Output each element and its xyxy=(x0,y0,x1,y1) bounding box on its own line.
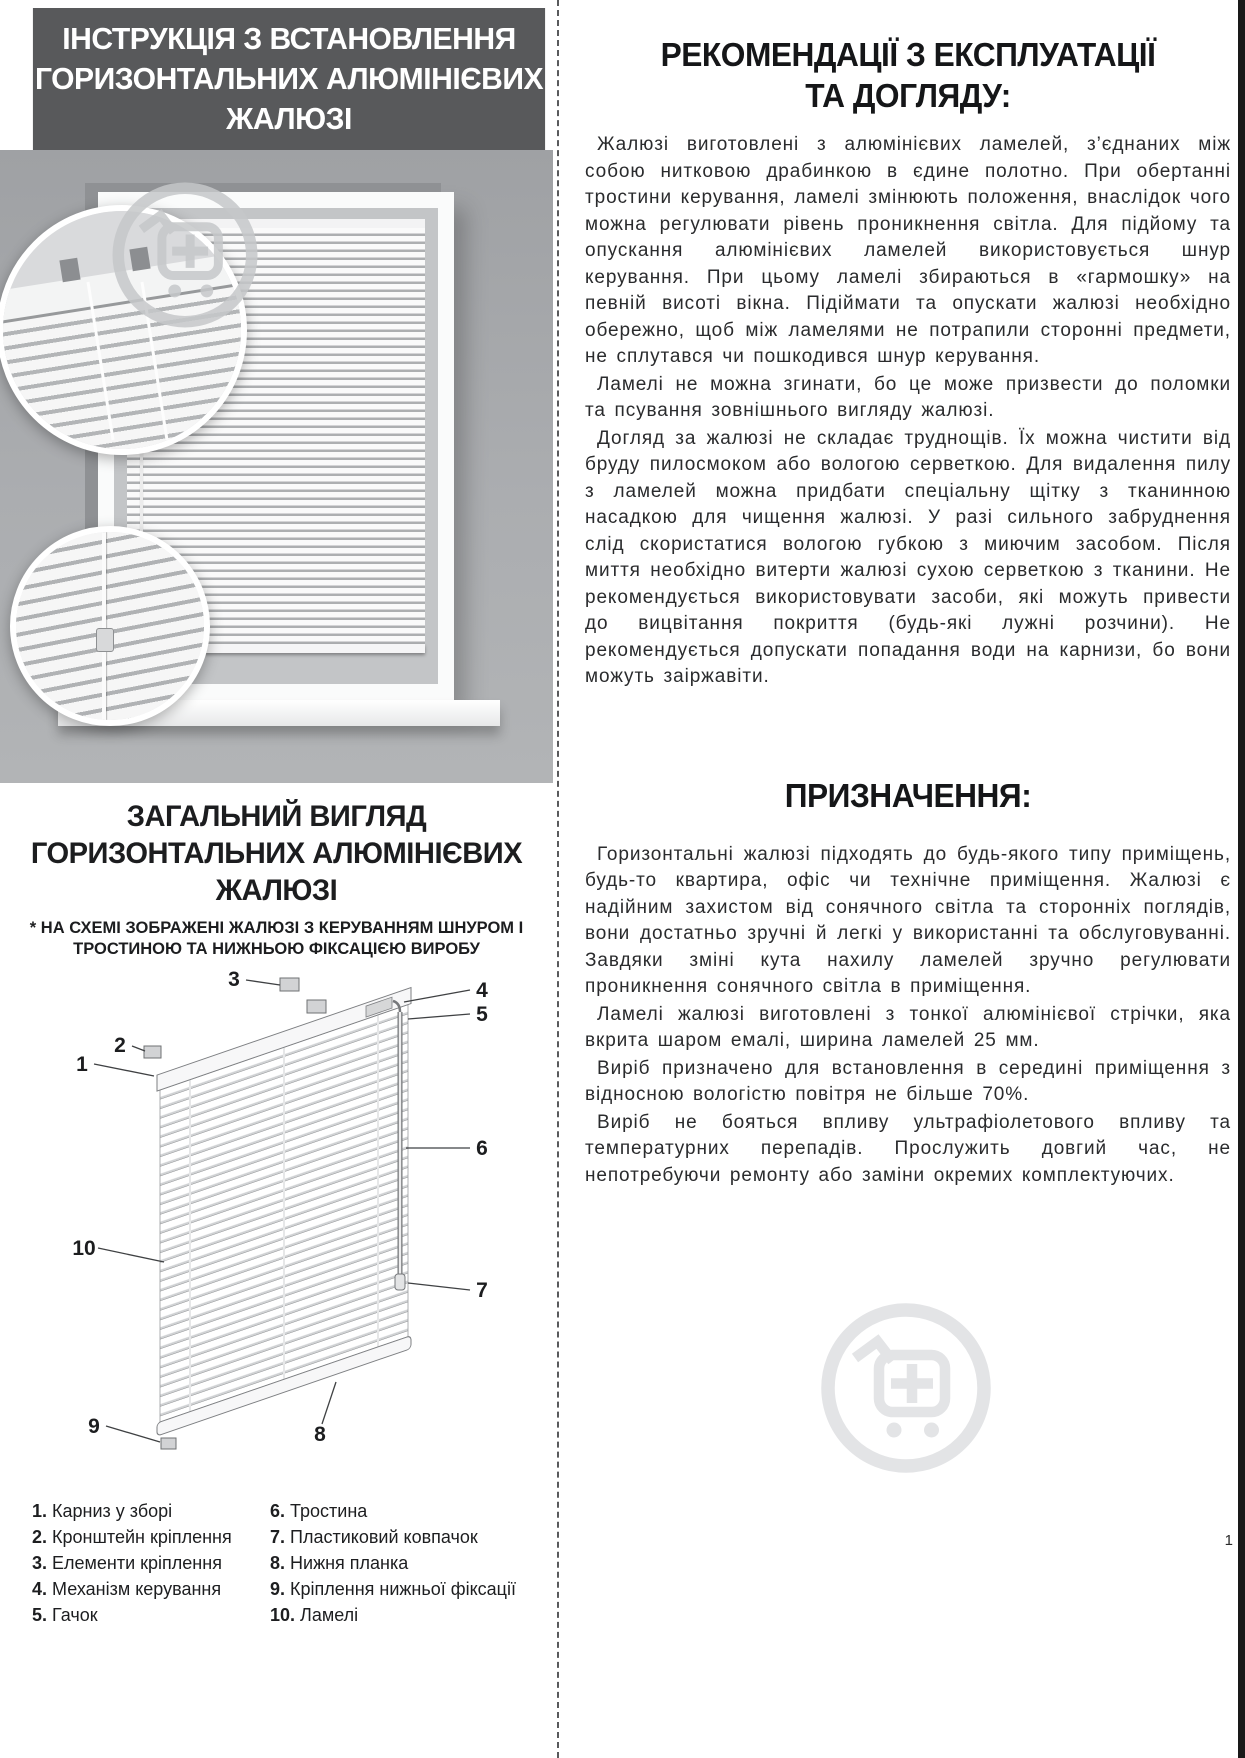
diagram-label-2: 2 xyxy=(114,1034,126,1057)
legend-item: 2. Кронштейн кріплення xyxy=(32,1527,232,1547)
diagram-label-3: 3 xyxy=(228,968,240,991)
care-title-line2: ТА ДОГЛЯДУ: xyxy=(805,77,1011,114)
fitting-part xyxy=(280,978,299,991)
diagram-label-7: 7 xyxy=(476,1279,488,1302)
purpose-paragraph: Горизонтальні жалюзі підходять до будь-якого типу приміщень, будь-то квартира, офіс чи технічне приміщення. Жалюзі є надійним захистом від сонячного світла та сторонніх поглядів, вони достатньо зручні й легкі у використанні та обслуговуванні. Завдяки зміні кута нахилу ламелей зручно регулювати проникнення сонячного світла в приміщення. xyxy=(585,843,1231,997)
closeup-bracket xyxy=(59,258,80,283)
care-paragraph: Догляд за жалюзі не складає труднощів. Їх можна чистити від бруду пилосмоком або вологою серветкою. Для видалення пилу з ламелей можна придбати спеціальну щітку з тканинною насадкою для чищення жалюзі. У разі сильного забруднення слід скористатися вологою губкою з миючим засобом. Після миття необхідно витерти жалюзі сухою серветкою з тканини. Не рекомендується використовувати засоби, які можуть привести до вицвітання покриття (будь-які лужні розчини). Не рекомендується допускати попадання води на карнизи, бо вони можуть заіржавіти. xyxy=(585,427,1231,687)
legend-item: 1. Карниз у зборі xyxy=(32,1501,173,1521)
diagram-label-5: 5 xyxy=(476,1003,488,1026)
plastic-cap xyxy=(395,1274,405,1290)
bottom-fixation xyxy=(161,1438,176,1449)
overview-note-line1: * НА СХЕМІ ЗОБРАЖЕНІ ЖАЛЮЗІ З КЕРУВАННЯМ ШНУРОМ І xyxy=(29,919,524,937)
legend-item: 4. Механізм керування xyxy=(32,1579,222,1599)
cart-logo-icon xyxy=(816,1298,996,1478)
diagram-label-8: 8 xyxy=(314,1423,326,1446)
fitting-part xyxy=(307,1000,326,1013)
legend-item: 9. Кріплення нижньої фіксації xyxy=(270,1579,516,1599)
overview-title-line1: ЗАГАЛЬНИЙ ВИГЛЯД xyxy=(126,800,427,833)
blinds-diagram xyxy=(18,962,538,1490)
diagram-label-4: 4 xyxy=(476,979,488,1002)
legend-item: 10. Ламелі xyxy=(270,1605,359,1625)
diagram-label-10: 10 xyxy=(72,1237,96,1260)
right-column xyxy=(585,0,1231,1190)
overview-title-line3: ЖАЛЮЗІ xyxy=(215,874,338,907)
purpose-paragraph: Ламелі жалюзі виготовлені з тонкої алюмінієвої стрічки, яка вкрита шаром емалі, ширина ламелей 25 мм. xyxy=(585,1003,1231,1051)
page-number: 1 xyxy=(1224,1532,1233,1549)
blinds-body xyxy=(157,988,411,1436)
legend-item: 8. Нижня планка xyxy=(270,1553,409,1573)
purpose-title: ПРИЗНАЧЕННЯ: xyxy=(784,776,1032,814)
purpose-paragraph: Виріб призначено для встановлення в середині приміщення з відносною вологістю повітря не більше 70%. xyxy=(585,1057,1231,1105)
page-edge-bar xyxy=(1238,0,1245,1758)
diagram-label-6: 6 xyxy=(476,1137,488,1160)
overview-note xyxy=(0,918,553,960)
legend-item: 7. Пластиковий ковпачок xyxy=(270,1527,478,1547)
purpose-paragraph: Виріб не бояться впливу ультрафіолетового впливу та температурних перепадів. Прослужить довгий час, не непотребуючи ремонту або заміни окремих комплектуючих. xyxy=(585,1111,1231,1186)
legend-column-2 xyxy=(270,1498,554,1628)
overview-note-line2: ТРОСТИНОЮ ТА НИЖНЬОЮ ФІКСАЦІЄЮ ВИРОБУ xyxy=(73,940,480,958)
parts-legend xyxy=(32,1498,554,1628)
window-photo xyxy=(0,150,553,783)
legend-item: 6. Тростина xyxy=(270,1501,368,1521)
care-paragraph: Жалюзі виготовлені з алюмінієвих ламелей, з’єднаних між собою нитковою драбинкою в єдине полотно. При обертанні тростини керування, ламелі змінюють положення, внаслідок чого можна регулювати рівень проникнення світла. Для підйому та опускання алюмінієвих ламелей використовується шнур керування. При цьому ламелі збираються в «гармошку» на певній висоті вікна. Підіймати та опускати жалюзі необхідно обережно, щоб між ламелями не потрапили сторонні предмети, не сплутався чи пошкодився шнур керування. xyxy=(585,134,1231,367)
installation-header xyxy=(33,8,545,150)
mounting-bracket xyxy=(144,1046,161,1058)
legend-item: 3. Елементи кріплення xyxy=(32,1553,222,1573)
brand-watermark xyxy=(816,1298,996,1478)
care-title-line1: РЕКОМЕНДАЦІЇ З ЕКСПЛУАТАЦІЇ xyxy=(660,36,1156,73)
diagram-label-9: 9 xyxy=(88,1415,100,1438)
lamella-closeup-callout xyxy=(10,526,210,726)
care-paragraph: Ламелі не можна згинати, бо це може призвести до поломки та псування зовнішнього вигляду жалюзі. xyxy=(585,373,1231,421)
left-column xyxy=(0,0,556,1758)
brand-watermark xyxy=(108,178,262,332)
overview-title xyxy=(8,798,544,909)
legend-column-1 xyxy=(32,1498,270,1628)
installation-header-line3: ЖАЛЮЗІ xyxy=(226,101,352,136)
closeup-cord xyxy=(102,532,106,720)
closeup-clip xyxy=(96,628,114,652)
column-divider xyxy=(557,0,559,1758)
closeup-lamellas xyxy=(10,526,210,726)
care-title xyxy=(598,34,1218,116)
cart-logo-icon xyxy=(108,178,262,332)
legend-item: 5. Гачок xyxy=(32,1605,98,1625)
overview-title-line2: ГОРИЗОНТАЛЬНИХ АЛЮМІНІЄВИХ xyxy=(30,837,523,870)
installation-header-line2: ГОРИЗОНТАЛЬНИХ АЛЮМІНІЄВИХ xyxy=(34,61,544,96)
installation-header-line1: ІНСТРУКЦІЯ З ВСТАНОВЛЕННЯ xyxy=(62,21,516,56)
diagram-label-1: 1 xyxy=(76,1053,88,1076)
